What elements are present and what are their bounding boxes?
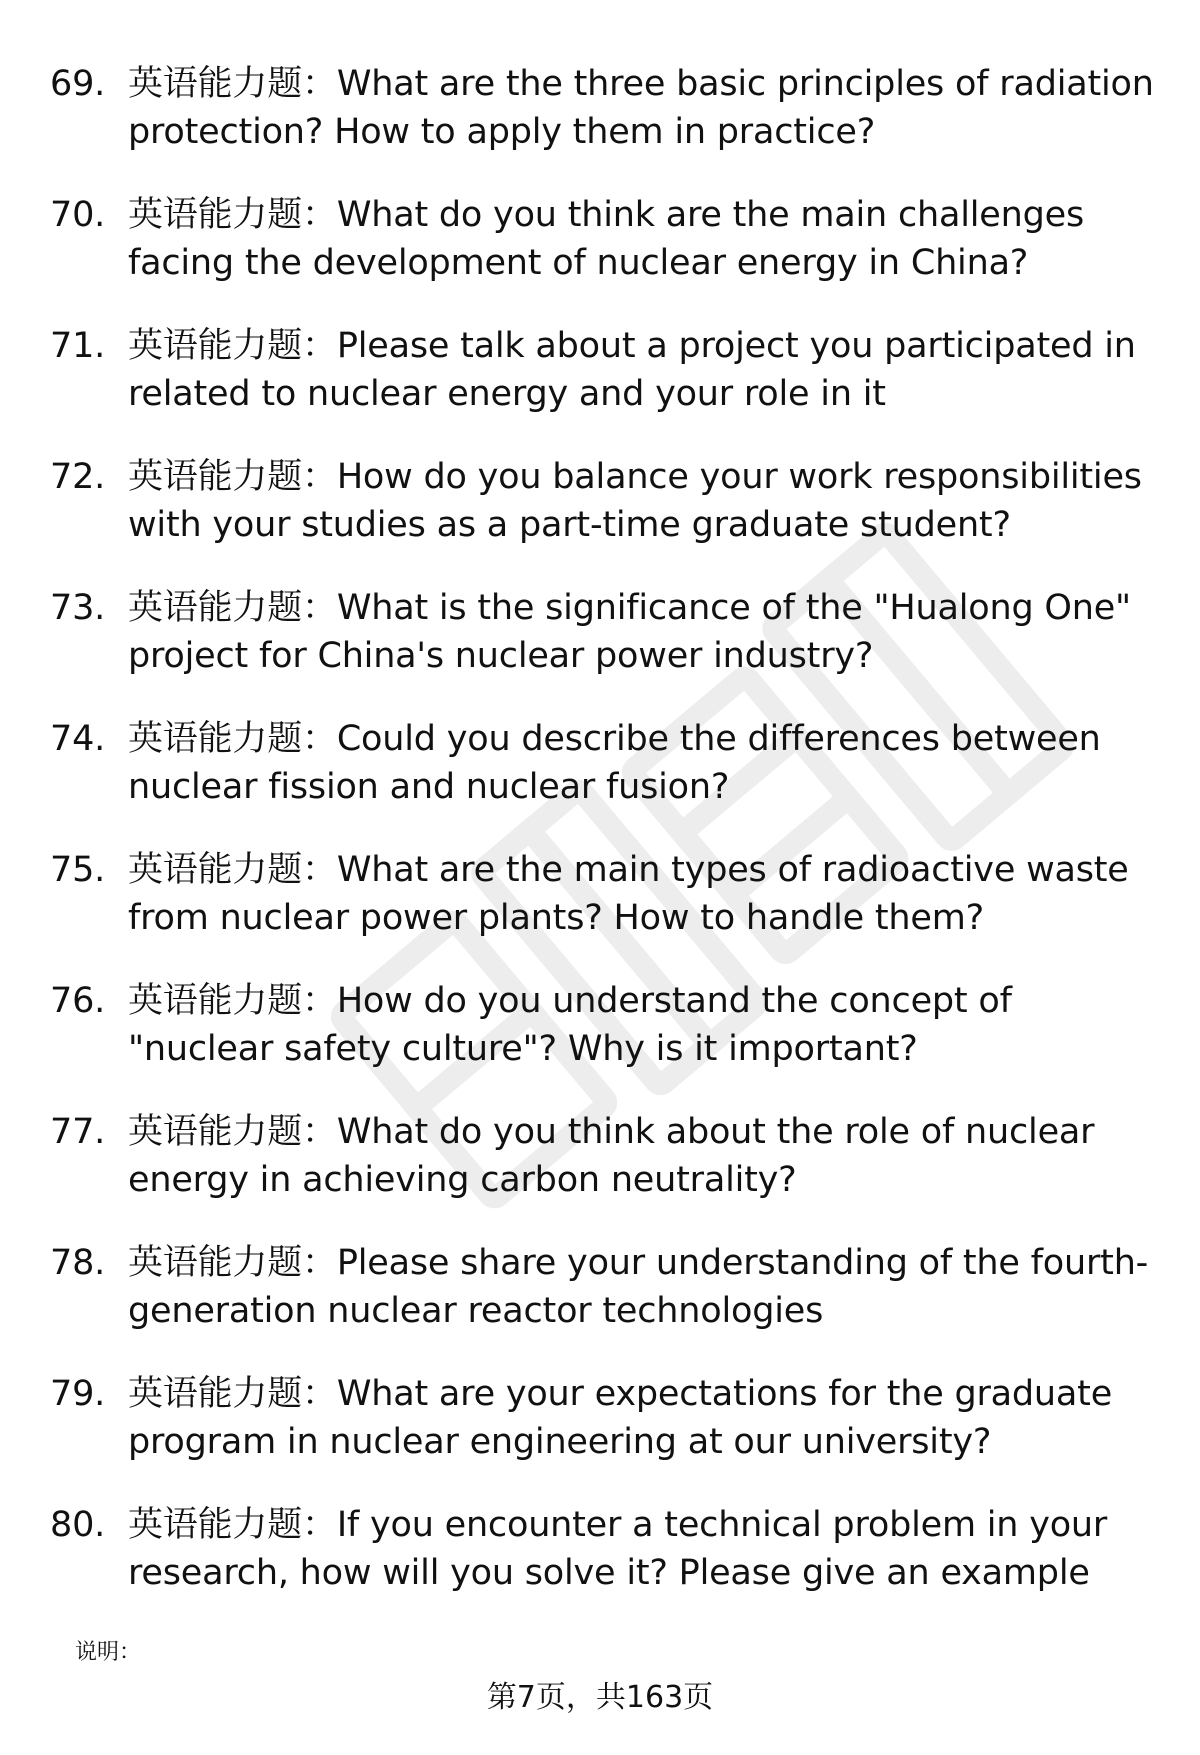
- question-tag: 英语能力题：: [128, 1243, 337, 1283]
- question-item: [50, 60, 1160, 156]
- question-number: 69.: [50, 64, 106, 104]
- question-item: [50, 1108, 1160, 1204]
- question-item: [50, 1501, 1160, 1597]
- question-item: [50, 1370, 1160, 1466]
- question-text: How do you balance your work responsibilities with your studies as a part-time graduate student?: [128, 457, 1142, 545]
- question-item: [50, 977, 1160, 1073]
- question-item: [50, 191, 1160, 287]
- question-item: [50, 584, 1160, 680]
- question-text: Could you describe the differences between nuclear fission and nuclear fusion?: [128, 719, 1101, 807]
- question-item: [50, 322, 1160, 418]
- question-number: 80.: [50, 1505, 106, 1545]
- question-text: What is the significance of the "Hualong One" project for China's nuclear power industry?: [128, 588, 1131, 676]
- question-number: 72.: [50, 457, 106, 497]
- question-tag: 英语能力题：: [128, 1112, 337, 1152]
- question-number: 79.: [50, 1374, 106, 1414]
- question-number: 70.: [50, 195, 106, 235]
- question-item: [50, 846, 1160, 942]
- question-tag: 英语能力题：: [128, 195, 337, 235]
- question-tag: 英语能力题：: [128, 981, 337, 1021]
- question-tag: 英语能力题：: [128, 1505, 337, 1545]
- question-number: 74.: [50, 719, 106, 759]
- question-text: If you encounter a technical problem in your research, how will you solve it? Please give an example: [128, 1505, 1108, 1593]
- question-number: 78.: [50, 1243, 106, 1283]
- question-text: How do you understand the concept of "nuclear safety culture"? Why is it important?: [128, 981, 1012, 1069]
- question-tag: 英语能力题：: [128, 719, 337, 759]
- question-tag: 英语能力题：: [128, 1374, 337, 1414]
- question-tag: 英语能力题：: [128, 457, 337, 497]
- question-text: What do you think about the role of nuclear energy in achieving carbon neutrality?: [128, 1112, 1095, 1200]
- question-item: [50, 1239, 1160, 1335]
- question-tag: 英语能力题：: [128, 588, 337, 628]
- question-list: [50, 60, 1160, 1632]
- question-number: 73.: [50, 588, 106, 628]
- note-label: 说明：: [75, 1640, 142, 1665]
- question-number: 71.: [50, 326, 106, 366]
- question-number: 77.: [50, 1112, 106, 1152]
- question-tag: 英语能力题：: [128, 850, 337, 890]
- page-number-footer: 第7页，共163页: [486, 1680, 714, 1715]
- question-text: What are the three basic principles of radiation protection? How to apply them in practice?: [128, 64, 1154, 152]
- question-text: What are your expectations for the graduate program in nuclear engineering at our university?: [128, 1374, 1113, 1462]
- question-item: [50, 453, 1160, 549]
- question-number: 75.: [50, 850, 106, 890]
- question-text: What do you think are the main challenges facing the development of nuclear energy in China?: [128, 195, 1084, 283]
- question-number: 76.: [50, 981, 106, 1021]
- question-text: Please talk about a project you participated in related to nuclear energy and your role in it: [128, 326, 1136, 414]
- question-text: What are the main types of radioactive waste from nuclear power plants? How to handle them?: [128, 850, 1129, 938]
- question-tag: 英语能力题：: [128, 326, 337, 366]
- question-text: Please share your understanding of the fourth-generation nuclear reactor technologies: [128, 1243, 1149, 1331]
- question-tag: 英语能力题：: [128, 64, 337, 104]
- question-item: [50, 715, 1160, 811]
